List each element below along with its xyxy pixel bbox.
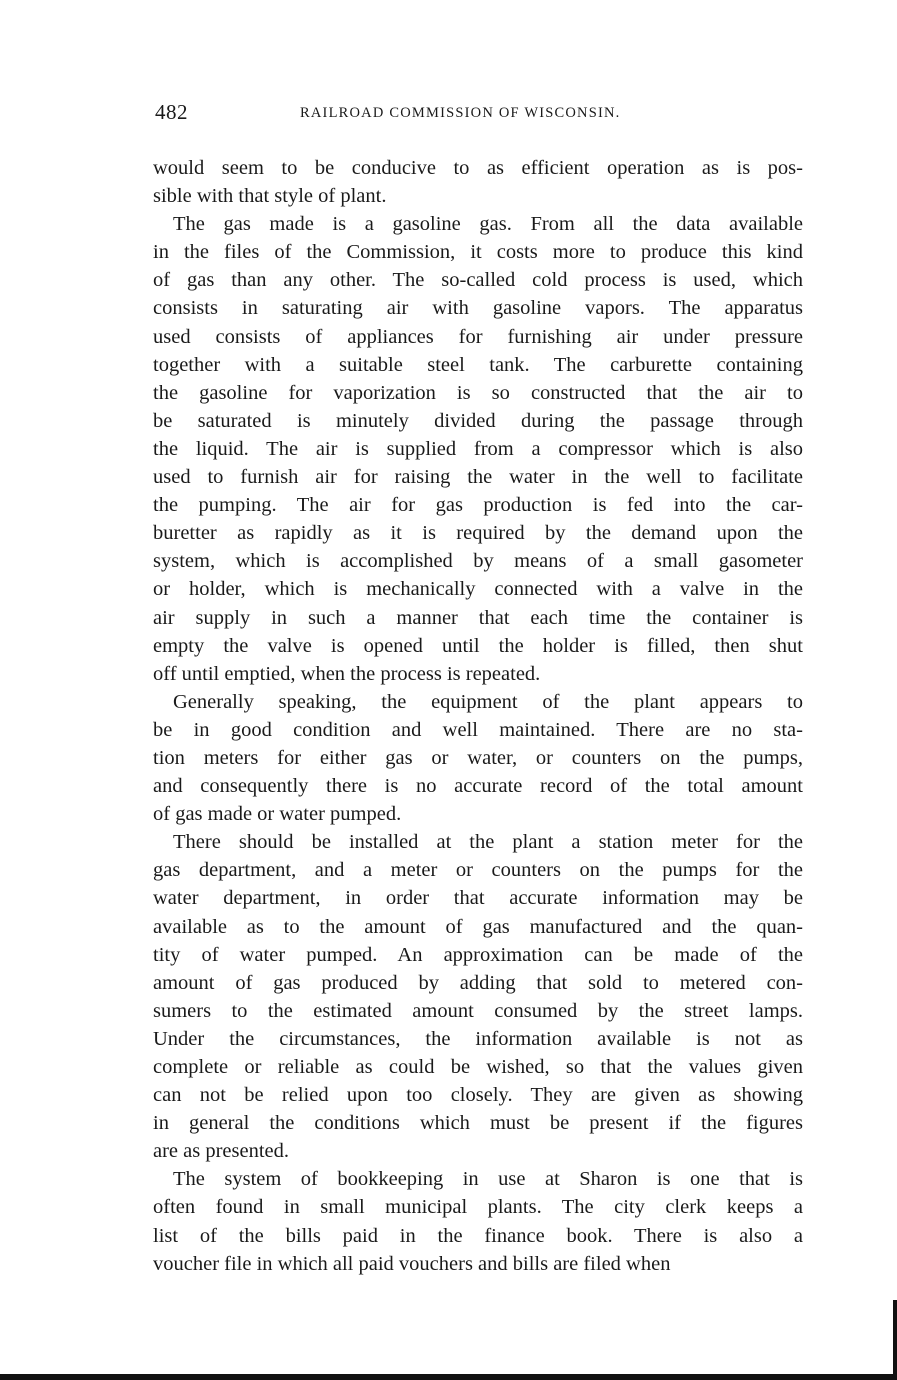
text-line: Generally speaking, the equipment of the plant appears to (173, 690, 803, 713)
text-line: empty the valve is opened until the holder is filled, then shut (153, 634, 803, 657)
text-line: water department, in order that accurate information may be (153, 887, 803, 910)
text-line: There should be installed at the plant a station meter for the (173, 831, 803, 854)
running-head (155, 100, 805, 128)
page-bottom-edge (0, 1374, 897, 1380)
text-line: in the files of the Commission, it costs more to produce this kind (153, 241, 803, 264)
text-line: and consequently there is no accurate record of the total amount (153, 775, 803, 798)
page-right-edge (893, 1300, 897, 1380)
body-text (153, 154, 803, 1278)
text-line: used consists of appliances for furnishing air under pressure (153, 325, 803, 348)
text-line: can not be relied upon too closely. They are given as showing (153, 1084, 803, 1107)
text-line: tity of water pumped. An approximation can be made of the (153, 943, 803, 966)
text-line: of gas than any other. The so-called cold process is used, which (153, 269, 803, 292)
text-line: sible with that style of plant. (153, 185, 387, 208)
text-line: system, which is accomplished by means of a small gasometer (153, 550, 803, 573)
text-line: consists in saturating air with gasoline vapors. The apparatus (153, 297, 803, 320)
paragraph (153, 1165, 803, 1277)
text-line: air supply in such a manner that each time the container is (153, 606, 803, 629)
text-line: available as to the amount of gas manufactured and the quan- (153, 915, 803, 938)
text-line: are as presented. (153, 1140, 290, 1163)
page-number: 482 (155, 100, 188, 124)
text-line: in general the conditions which must be present if the figures (153, 1112, 803, 1135)
text-line: would seem to be conducive to as efficient operation as is pos- (153, 157, 803, 179)
text-line: complete or reliable as could be wished, so that the values given (153, 1056, 803, 1078)
text-line: gas department, and a meter or counters on the pumps for the (153, 859, 803, 882)
text-line: tion meters for either gas or water, or counters on the pumps, (153, 746, 803, 769)
text-line: used to furnish air for raising the water in the well to facilitate (153, 466, 803, 489)
paragraph (153, 154, 803, 210)
text-line: list of the bills paid in the finance book. There is also a (153, 1224, 803, 1247)
text-line: the pumping. The air for gas production is fed into the car- (153, 494, 803, 517)
text-line: The system of bookkeeping in use at Sharon is one that is (173, 1168, 803, 1191)
text-line: the liquid. The air is supplied from a compressor which is also (153, 437, 803, 460)
text-line: together with a suitable steel tank. The carburette containing (153, 353, 803, 376)
paragraph (153, 828, 803, 1165)
text-line: be saturated is minutely divided during the passage through (153, 409, 803, 432)
running-head-title: RAILROAD COMMISSION OF WISCONSIN. (300, 105, 621, 121)
text-line: off until emptied, when the process is repeated. (153, 662, 541, 685)
text-line: Under the circumstances, the information available is not as (153, 1027, 803, 1050)
text-line: buretter as rapidly as it is required by the demand upon the (153, 522, 803, 545)
paragraph (153, 688, 803, 828)
text-line: The gas made is a gasoline gas. From all the data available (173, 213, 803, 236)
paragraph (153, 210, 803, 688)
text-line: of gas made or water pumped. (153, 803, 402, 826)
text-line: voucher file in which all paid vouchers and bills are filed when (153, 1252, 671, 1275)
text-line: amount of gas produced by adding that sold to metered con- (153, 971, 803, 994)
text-line: the gasoline for vaporization is so constructed that the air to (153, 381, 803, 404)
text-line: often found in small municipal plants. The city clerk keeps a (153, 1196, 803, 1219)
text-line: be in good condition and well maintained. There are no sta- (153, 718, 803, 741)
text-line: sumers to the estimated amount consumed by the street lamps. (153, 999, 803, 1022)
text-line: or holder, which is mechanically connected with a valve in the (153, 578, 803, 601)
